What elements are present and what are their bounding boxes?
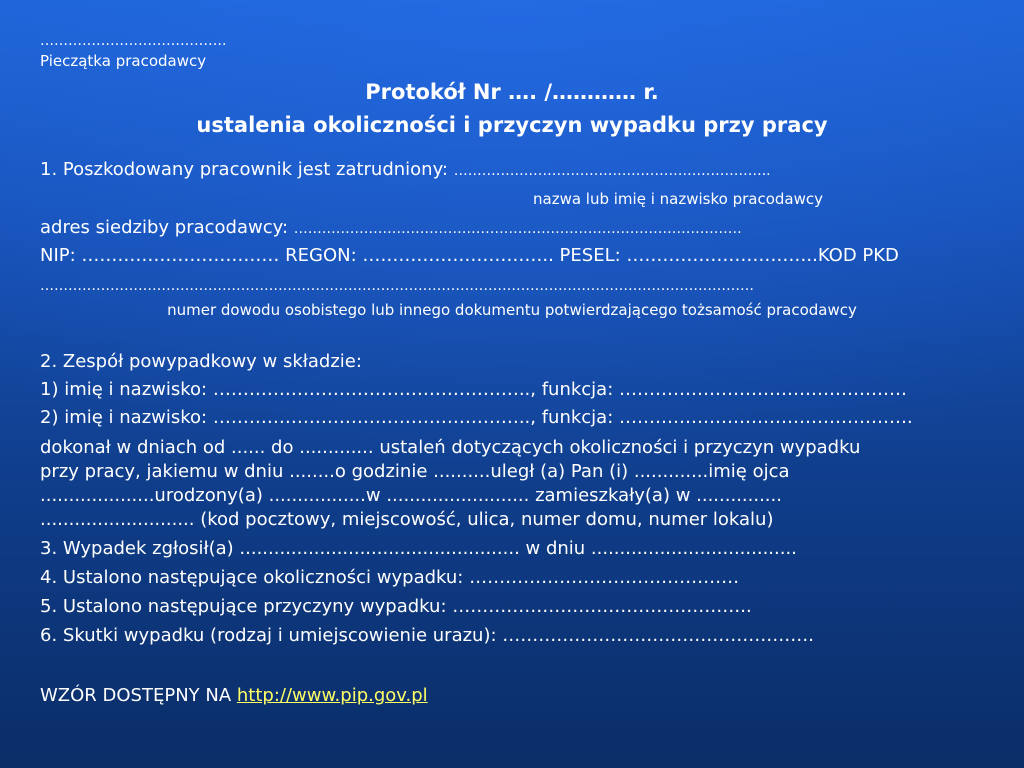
- committee-member-2: 2) imię i nazwisko: …………………………………………….., funkcja: ………………………………………….: [40, 407, 913, 428]
- employment-label: 1. Poszkodowany pracownik jest zatrudniony:: [40, 159, 454, 180]
- id-document-caption: numer dowodu osobistego lub innego dokumentu potwierdzającego tożsamość pracodawcy: [167, 301, 857, 319]
- employment-dots: …………………………………………………………..: [453, 163, 771, 179]
- committee-heading: 2. Zespół powypadkowy w składzie:: [40, 351, 362, 372]
- footer-line: [40, 686, 428, 707]
- paragraph-line-4: ........................... (kod pocztowy, miejscowość, ulica, numer domu, numer lokalu): [40, 509, 774, 530]
- paragraph-line-1: dokonał w dniach od ...... do ............. ustaleń dotyczących okoliczności i przyczyn wypadku: [40, 437, 861, 458]
- committee-member-1: 1) imię i nazwisko: …………………………………………….., funkcja: …………………………………………: [40, 379, 907, 400]
- paragraph-line-3: ....................urodzony(a) .................w ......................... zamieszkały(a) w ...............: [40, 485, 782, 506]
- protocol-title: Protokół Nr …. /………… r.: [365, 80, 659, 104]
- footer-label: WZÓR DOSTĘPNY NA: [40, 685, 237, 706]
- pip-website-link[interactable]: http://www.pip.gov.pl: [236, 685, 428, 706]
- section-3-line: 3. Wypadek zgłosił(a) ................................................. w dniu ....................................: [40, 538, 797, 559]
- section-6-line: 6. Skutki wypadku (rodzaj i umiejscowienie urazu): …………………………………………….: [40, 625, 814, 646]
- paragraph-line-2: przy pracy, jakiemu w dniu ........o godzinie ..........uległ (a) Pan (i) .............imię ojca: [40, 461, 790, 482]
- address-dots: ……………………………………………………………………………………: [293, 221, 742, 237]
- nip-regon-pesel-line: NIP: …………………………… REGON: ………………………….. PESEL: …………………………..KOD PKD: [40, 245, 899, 266]
- stamp-dots: ………………………………….: [40, 33, 227, 49]
- section-5-line: 5. Ustalono następujące przyczyny wypadku: …………………………………………..: [40, 596, 752, 617]
- employer-caption: nazwa lub imię i nazwisko pracodawcy: [533, 190, 823, 208]
- employment-line: [40, 160, 771, 181]
- protocol-subtitle: ustalenia okoliczności i przyczyn wypadku przy pracy: [196, 113, 828, 137]
- address-label: adres siedziby pracodawcy:: [40, 217, 294, 238]
- address-line: [40, 218, 742, 239]
- long-dots-line: ………………………………………………………………………………………………………………………………………: [40, 278, 754, 294]
- stamp-label: Pieczątka pracodawcy: [40, 52, 207, 70]
- section-4-line: 4. Ustalono następujące okoliczności wypadku: ………………………………………: [40, 567, 740, 588]
